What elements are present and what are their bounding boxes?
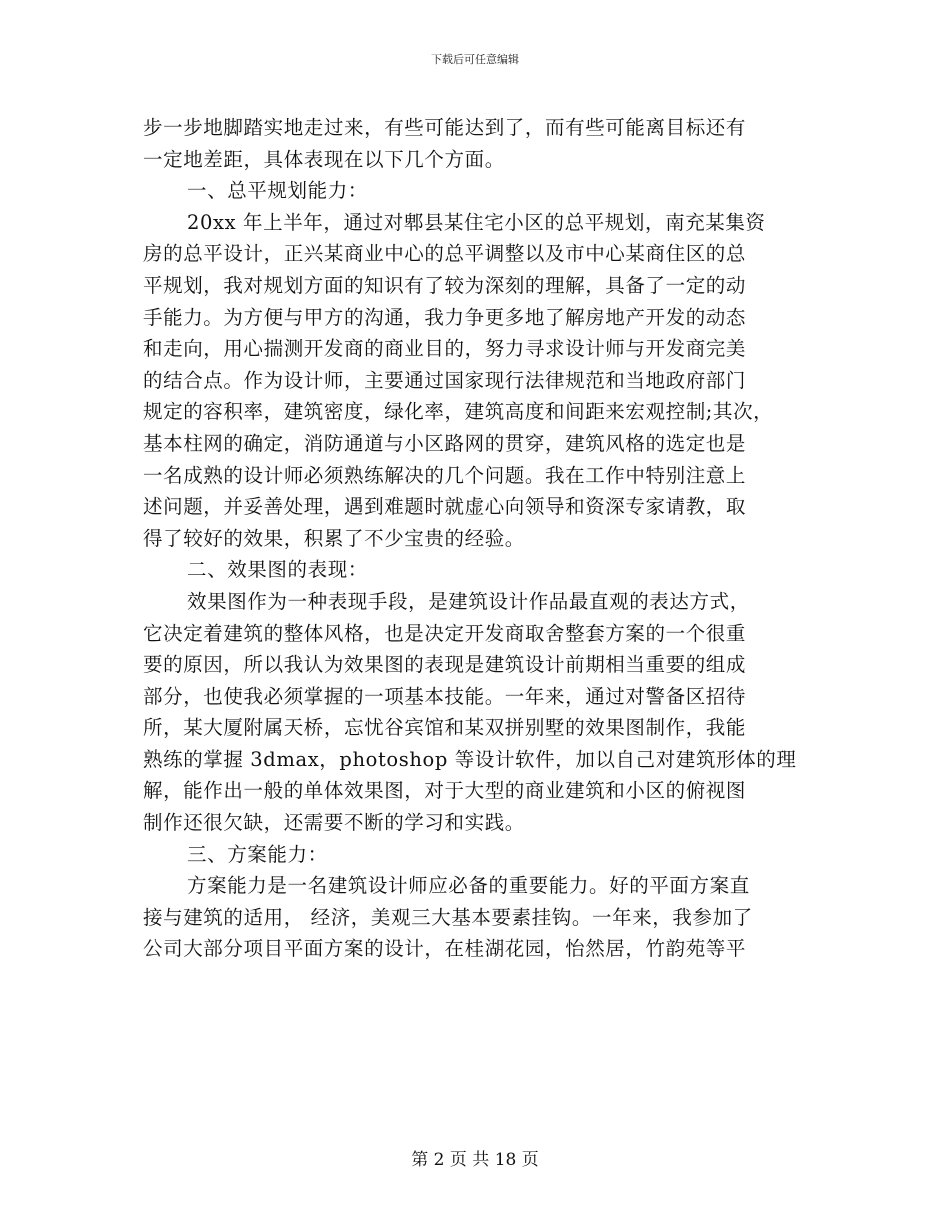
text-line: 规定的容积率，建筑密度，绿化率，建筑高度和间距来宏观控制;其次， — [143, 400, 774, 424]
text-line: 部分，也使我必须掌握的一项基本技能。一年来，通过对警备区招待 — [143, 684, 747, 708]
text-line: 一定地差距，具体表现在以下几个方面。 — [143, 147, 505, 171]
text-line: 手能力。为方便与甲方的沟通，我力争更多地了解房地产开发的动态 — [143, 305, 747, 329]
section-heading: 二、效果图的表现： — [187, 558, 368, 582]
text-line: 它决定着建筑的整体风格，也是决定开发商取舍整套方案的一个很重 — [143, 621, 747, 645]
text-line: 平规划，我对规划方面的知识有了较为深刻的理解，具备了一定的动 — [143, 273, 747, 297]
text-line: 熟练的掌握 3dmax，photoshop 等设计软件，加以自己对建筑形体的理 — [143, 747, 797, 771]
text-line: 房的总平设计，正兴某商业中心的总平调整以及市中心某商住区的总 — [143, 242, 747, 266]
text-line: 解，能作出一般的单体效果图，对于大型的商业建筑和小区的俯视图 — [143, 779, 747, 803]
page-number-footer: 第 2 页 共 18 页 — [411, 1150, 539, 1170]
text-line: 20xx 年上半年，通过对郫县某住宅小区的总平规划，南充某集资 — [187, 210, 766, 234]
text-line: 基本柱网的确定，消防通道与小区路网的贯穿，建筑风格的选定也是 — [143, 431, 747, 455]
text-line: 得了较好的效果，积累了不少宝贵的经验。 — [143, 526, 525, 550]
text-line: 制作还很欠缺，还需要不断的学习和实践。 — [143, 811, 525, 835]
text-line: 步一步地脚踏实地走过来，有些可能达到了，而有些可能离目标还有 — [143, 116, 747, 139]
text-line: 效果图作为一种表现手段，是建筑设计作品最直观的表达方式， — [187, 589, 750, 613]
text-line: 方案能力是一名建筑设计师应必备的重要能力。好的平面方案直 — [187, 874, 750, 898]
section-heading: 一、总平规划能力： — [187, 179, 368, 203]
text-line: 述问题，并妥善处理，遇到难题时就虚心向领导和资深专家请教，取 — [143, 495, 747, 519]
text-line: 要的原因，所以我认为效果图的表现是建筑设计前期相当重要的组成 — [143, 653, 747, 677]
text-line: 和走向，用心揣测开发商的商业目的，努力寻求设计师与开发商完美 — [143, 337, 747, 361]
text-line: 一名成熟的设计师必须熟练解决的几个问题。我在工作中特别注意上 — [143, 463, 747, 487]
text-line: 公司大部分项目平面方案的设计，在桂湖花园，怡然居，竹韵苑等平 — [143, 937, 747, 961]
document-body — [143, 112, 823, 965]
page-header: 下载后可任意编辑 — [431, 53, 519, 66]
text-line: 所，某大厦附属天桥，忘忧谷宾馆和某双拼别墅的效果图制作，我能 — [143, 716, 747, 740]
section-heading: 三、方案能力： — [187, 842, 328, 866]
text-line: 的结合点。作为设计师，主要通过国家现行法律规范和当地政府部门 — [143, 368, 747, 392]
text-line: 接与建筑的适用， 经济，美观三大基本要素挂钩。一年来，我参加了 — [143, 905, 753, 929]
